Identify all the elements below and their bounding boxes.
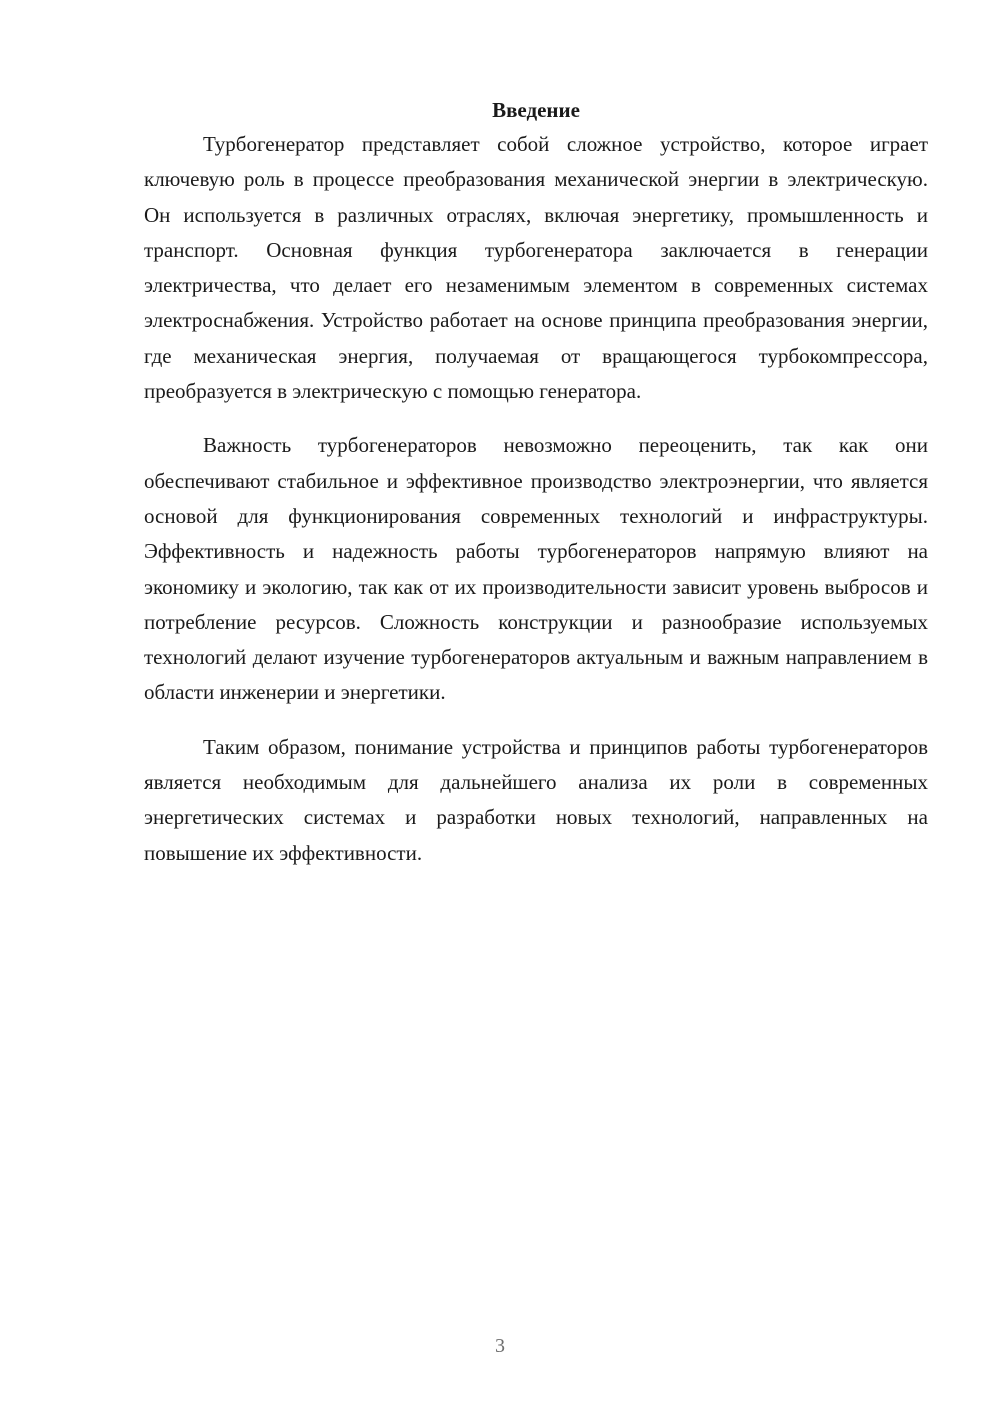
paragraph-2: Важность турбогенераторов невозможно переоценить, так как они обеспечивают стабильное и эффективное производство электроэнергии, что является основой для функционирования современных технологий и инфраструктуры. Эффективность и надежность работы турбогенераторов напрямую влияют на экономику и экологию, так как от их производительности зависит уровень выбросов и потребление ресурсов. Сложность конструкции и разнообразие используемых технологий делают изучение турбогенераторов актуальным и важным направлением в области инженерии и энергетики.	[144, 433, 928, 705]
paragraph-1: Турбогенератор представляет собой сложное устройство, которое играет ключевую роль в процессе преобразования механической энергии в электрическую. Он используется в различных отраслях, включая энергетику, промышленность и транспорт. Основная функция турбогенератора заключается в генерации электричества, что делает его незаменимым элементом в современных системах электроснабжения. Устройство работает на основе принципа преобразования энергии, где механическая энергия, получаемая от вращающегося турбокомпрессора, преобразуется в электрическую с помощью генератора.	[144, 132, 928, 404]
paragraph-3: Таким образом, понимание устройства и принципов работы турбогенераторов является необходимым для дальнейшего анализа их роли в современных энергетических системах и разработки новых технологий, направленных на повышение их эффективности.	[144, 734, 928, 865]
page-number: 3	[495, 1335, 505, 1357]
page-content	[144, 92, 928, 890]
section-heading: Введение	[492, 98, 580, 122]
